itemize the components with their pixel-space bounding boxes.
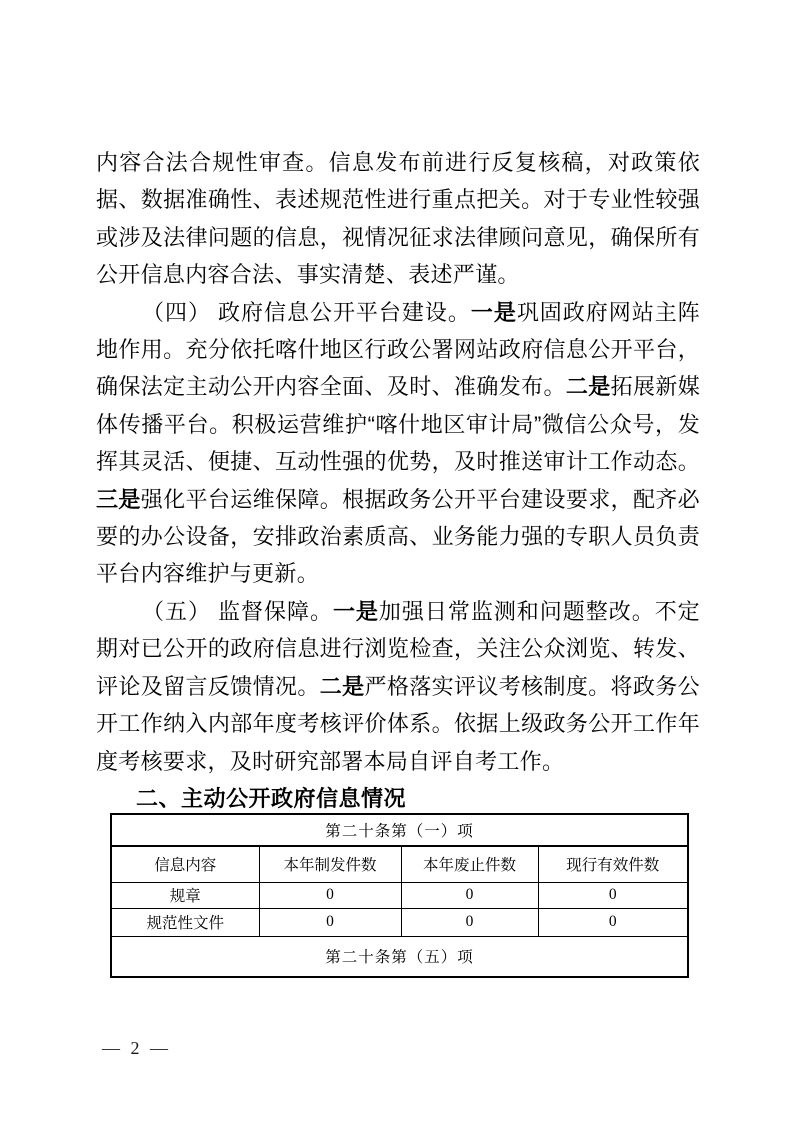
- cell-value: 0: [538, 908, 688, 936]
- row-label-regulations: 规章: [111, 882, 259, 908]
- cell-value: 0: [259, 882, 401, 908]
- text-run: 巩固政府网站主阵地作用。充分依托喀什地区行政公署网站政府信息公开平台，确保法定主动公开内容全面、及时、准确发布。: [96, 299, 700, 400]
- text-run: （五） 监督保障。: [142, 598, 333, 624]
- text-run: （四） 政府信息公开平台建设。: [142, 299, 471, 325]
- cell-value: 0: [538, 882, 688, 908]
- text-run: 一是: [470, 299, 517, 325]
- paragraph: [96, 144, 700, 294]
- text-run: 三是: [96, 486, 141, 512]
- cell-value: 0: [401, 882, 538, 908]
- text-run: 二是: [319, 673, 365, 699]
- page-number: — 2 —: [102, 1038, 171, 1058]
- row-label-normative-documents: 规范性文件: [111, 908, 259, 936]
- text-run: 加强日常监测和问题整改。不定期对已公开的政府信息进行浏览检查，关注公众浏览、转发、评论及留言反馈情况。: [96, 598, 700, 699]
- table-row: [111, 908, 688, 936]
- text-run: 强化平台运维保障。根据政务公开平台建设要求，配齐必要的办公设备，安排政治素质高、业务能力强的专职人员负责平台内容维护与更新。: [96, 486, 700, 587]
- table-caption-row-bottom: [111, 936, 688, 977]
- paragraph: [96, 294, 700, 593]
- table-caption-bottom: 第二十条第（五）项: [111, 936, 688, 977]
- table-row: [111, 882, 688, 908]
- section-heading: 二、主动公开政府信息情况: [136, 785, 407, 811]
- col-header-currently-effective: 现行有效件数: [538, 846, 688, 882]
- body-text: [96, 144, 700, 817]
- table-caption-row-top: [111, 814, 688, 846]
- col-header-abolished-this-year: 本年废止件数: [401, 846, 538, 882]
- paragraph: [96, 593, 700, 780]
- table-header-row: [111, 846, 688, 882]
- text-run: 内容合法合规性审查。信息发布前进行反复核稿，对政策依据、数据准确性、表述规范性进行重点把关。对于专业性较强或涉及法律问题的信息，视情况征求法律顾问意见，确保所有公开信息内容合法、事实清楚、表述严谨。: [96, 150, 700, 288]
- public-info-table: [110, 813, 689, 978]
- text-run: 一是: [332, 598, 379, 624]
- text-run: 拓展新媒体传播平台。积极运营维护“喀什地区审计局”微信公众号，发挥其灵活、便捷、互动性强的优势，及时推送审计工作动态。: [96, 374, 700, 475]
- cell-value: 0: [259, 908, 401, 936]
- text-run: 二是: [565, 374, 611, 400]
- cell-value: 0: [401, 908, 538, 936]
- col-header-info-content: 信息内容: [111, 846, 259, 882]
- col-header-issued-this-year: 本年制发件数: [259, 846, 401, 882]
- text-run: 严格落实评议考核制度。将政务公开工作纳入内部年度考核评价体系。依据上级政务公开工作年度考核要求，及时研究部署本局自评自考工作。: [96, 673, 700, 774]
- table-caption-top: 第二十条第（一）项: [111, 814, 688, 846]
